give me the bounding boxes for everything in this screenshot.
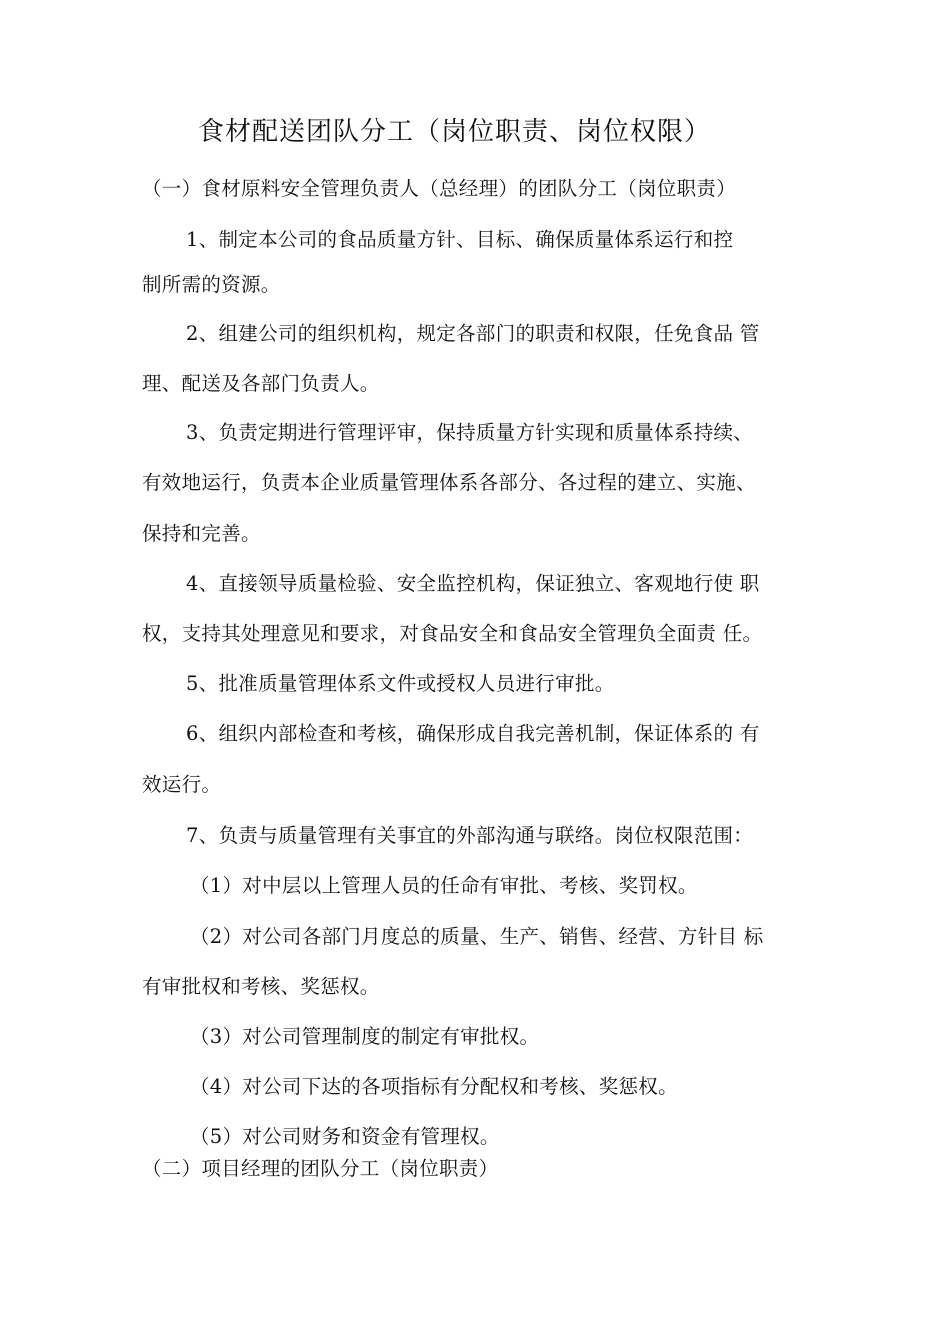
paragraph-line: 制所需的资源。	[142, 273, 281, 296]
section-heading: （二）项目经理的团队分工（岗位职责）	[142, 1157, 499, 1180]
paragraph-line: 有效地运行，负责本企业质量管理体系各部分、各过程的建立、实施、	[142, 471, 756, 494]
paragraph-line: 权，支持其处理意见和要求，对食品安全和食品安全管理负全面责 任。	[142, 622, 763, 645]
paragraph-line: 6、组织内部检查和考核，确保形成自我完善机制，保证体系的 有	[186, 722, 760, 745]
paragraph-line: 保持和完善。	[142, 522, 261, 545]
paragraph-line: （3）对公司管理制度的制定有审批权。	[190, 1025, 540, 1048]
paragraph-line: 理、配送及各部门负责人。	[142, 372, 380, 395]
paragraph-line: （4）对公司下达的各项指标有分配权和考核、奖惩权。	[190, 1075, 678, 1098]
paragraph-line: （1）对中层以上管理人员的任命有审批、考核、奖罚权。	[190, 874, 698, 897]
paragraph-line: 5、批准质量管理体系文件或授权人员进行审批。	[186, 672, 615, 695]
paragraph-line: 2、组建公司的组织机构，规定各部门的职责和权限，任免食品 管	[186, 322, 760, 345]
document-title: 食材配送团队分工（岗位职责、岗位权限）	[198, 117, 712, 147]
paragraph-line: 1、制定本公司的食品质量方针、目标、确保质量体系运行和控	[186, 228, 734, 251]
paragraph-line: 效运行。	[142, 773, 222, 796]
paragraph-line: （5）对公司财务和资金有管理权。	[190, 1125, 500, 1148]
paragraph-line: 4、直接领导质量检验、安全监控机构，保证独立、客观地行使 职	[186, 572, 760, 595]
paragraph-line: 7、负责与质量管理有关事宜的外部沟通与联络。岗位权限范围：	[186, 824, 754, 847]
section-heading: （一）食材原料安全管理负责人（总经理）的团队分工（岗位职责）	[142, 177, 737, 200]
paragraph-line: （2）对公司各部门月度总的质量、生产、销售、经营、方针目 标	[190, 925, 764, 948]
paragraph-line: 有审批权和考核、奖惩权。	[142, 975, 380, 998]
paragraph-line: 3、负责定期进行管理评审，保持质量方针实现和质量体系持续、	[186, 421, 754, 444]
